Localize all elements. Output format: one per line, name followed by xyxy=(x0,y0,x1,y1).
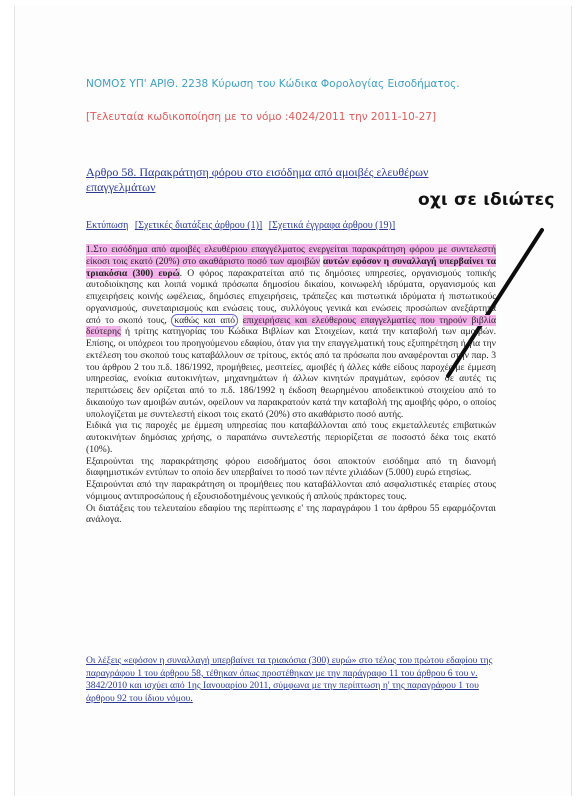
paragraph: Οι διατάξεις του τελευταίου εδαφίου της περίπτωσης ε' της παραγράφου 1 του άρθρου 55 εφαρμόζονται ανάλογα. xyxy=(86,502,496,526)
law-title: ΝΟΜΟΣ ΥΠ' ΑΡΙΘ. 2238 Κύρωση του Κώδικα Φορολογίας Εισοδήματος. xyxy=(86,78,460,90)
circled-text: καθώς και από xyxy=(171,314,238,327)
handwritten-annotation: οχι σε ιδιώτες xyxy=(418,190,555,210)
paragraph: Εξαιρούνται της παρακράτησης φόρου εισοδήματος όσοι αποκτούν εισόδημα από τη διανομή διαφημιστικών εντύπων το οποίο δεν υπερβαίνει το ποσό των πέντε χιλιάδων (5.000) ευρώ ετησίως. xyxy=(86,455,496,479)
paragraph-text: ή τρίτης κατηγορίας του Κώδικα Βιβλίων και Στοιχείων, κατά την καταβολή των αμοιβών. Επίσης, οι υπόχρεοι του προηγούμενου εδαφίου, όταν για την επαγγελματική τους εξυπηρέτηση ή για την εκτέλεση του σκοπού τους καταβάλλουν σε τρίτους, εκτός από τα πρόσωπα που αναφέρονται στην παρ. 3 του άρθρου 2 του π.δ. 186/1992, προμήθειες, μεσιτείες, αμοιβές ή άλλες κάθε είδους παροχές με έμμεση υπηρεσίας, ενοίκια αυτοκινήτων, μηχανημάτων ή άλλων κινητών πραγμάτων, εφόσον σε αυτές τις περιπτώσεις δεν ορίζεται από το π.δ. 186/1992 η έκδοση θεωρημένου αποδεικτικού στοιχείου από το δικαιούχο των αμοιβών αυτών, οφείλουν να παρακρατούν κατά την καταβολή της αμοιβής φόρο, ο οποίος υπολογίζεται με συντελεστή είκοσι τοις εκατό (20%) στο ακαθάριστο ποσό αυτής. xyxy=(86,326,496,420)
article-body xyxy=(86,244,496,526)
highlighted-text: 1.Στο εισόδημα από αμοιβές ελευθέριου επαγγέλματος ενεργείται παρακράτηση φόρου με συντελεστή είκοσι τοις εκατό (20%) στο ακαθάριστο ποσό των αμοιβών xyxy=(86,244,496,267)
codification-note: [Τελευταία κωδικοποίηση με το νόμο :4024/2011 την 2011-10-27] xyxy=(86,111,437,123)
paragraph: Ειδικά για τις παροχές με έμμεση υπηρεσίας που καταβάλλονται από τους εκμεταλλευτές επιβατικών αυτοκινήτων δημόσιας χρήσης, ο παραπάνω συντελεστής περιορίζεται σε ποσοστό δέκα τοις εκατό (10%). xyxy=(86,420,496,455)
print-link[interactable]: Εκτύπωση xyxy=(86,220,129,231)
paragraph: Εξαιρούνται από την παρακράτηση οι προμήθειες που καταβάλλονται από ασφαλιστικές εταιρίες στους νόμιμους αντιπροσώπους ή εξουσιοδοτημένους γενικούς ή απλούς πράκτορες τους. xyxy=(86,479,496,502)
related-provisions-link[interactable]: [Σχετικές διατάξεις άρθρου (1)] xyxy=(134,220,263,231)
amendment-note-link[interactable]: Οι λέξεις «εφόσον η συναλλαγή υπερβαίνει τα τριακόσια (300) ευρώ» στο τέλος του πρώτου εδαφίου της παραγράφου 1 του άρθρου 58, τέθηκαν όπως προστέθηκαν με την παράγραφο 11 του άρθρου 6 του ν. 3842/2010 και ισχύει από 1ης Ιανουαρίου 2011, σύμφωνα με την περίπτωση η' της παραγράφου 1 του άρθρου 92 του ίδιου νόμου. xyxy=(86,655,493,704)
highlighted-text: επιχειρήσεις και ελεύθερους επαγγελματίες που τηρούν βιβλία δεύτερης xyxy=(86,314,497,338)
paragraph-1 xyxy=(86,244,496,420)
article-toolbar xyxy=(86,220,395,231)
paragraph-text: . Ο φόρος παρακρατείται από τις δημόσιες υπηρεσίες, οργανισμούς τοπικής αυτοδιοίκησης και λοιπά νομικά πρόσωπα δημοσίου δικαίου, κοινωφελή ιδρύματα, οργανισμούς και επιχειρήσεις κοινής ωφέλειας, δημόσιες επιχειρήσεις, τράπεζες και πιστωτικά ιδρύματα ή πιστωτικούς οργανισμούς, συνεταιρισμούς και ενώσεις τους, συλλόγους γενικά και ενώσεις προσώπων ανεξάρτητα από το σκοπό τους, xyxy=(86,267,496,326)
highlighted-bold-text: αυτών εφόσον η συναλλαγή υπερβαίνει τα τριακόσια (300) ευρώ xyxy=(86,255,496,279)
article-title-link[interactable]: Αρθρο 58. Παρακράτηση φόρου στο εισόδημα από αμοιβές ελευθέρων επαγγελμάτων xyxy=(86,165,429,194)
related-documents-link[interactable]: [Σχετικά έγγραφα άρθρου (19)] xyxy=(268,220,396,231)
